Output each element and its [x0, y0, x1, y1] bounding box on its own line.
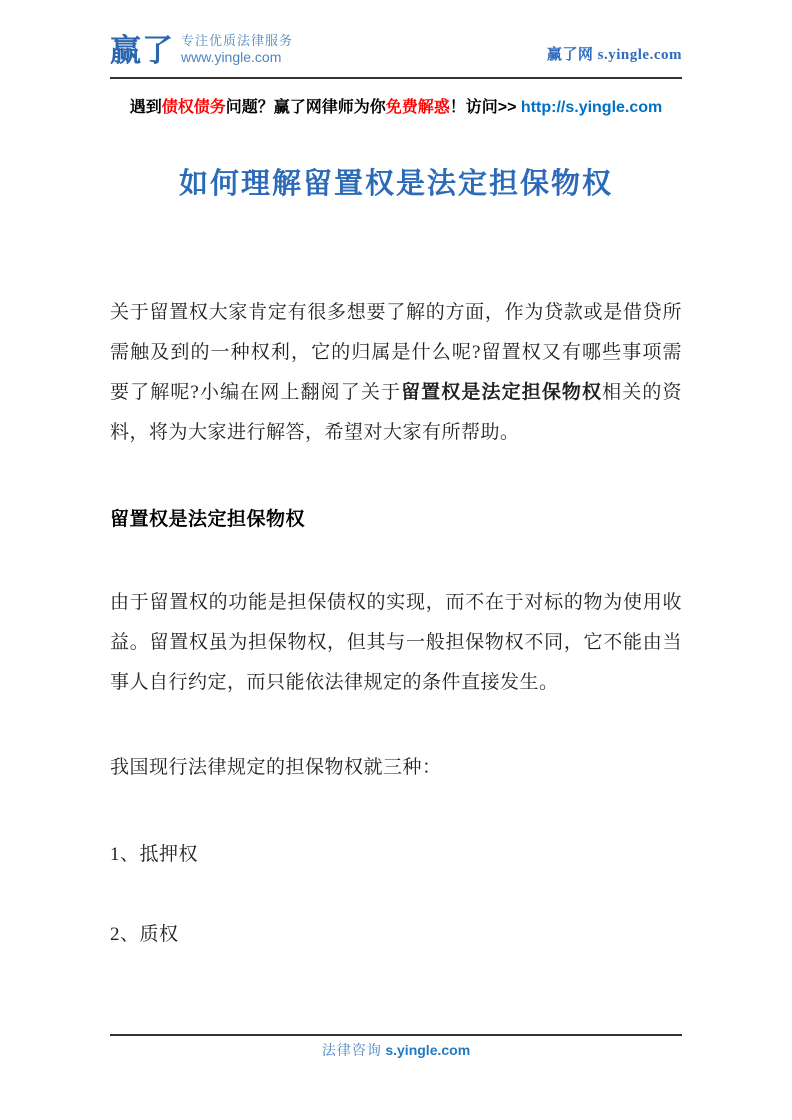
text-segment: 免费解惑 [385, 99, 450, 116]
brand-url-text: www.yingle.com [181, 49, 282, 65]
promo-banner[interactable] [110, 96, 682, 120]
intro-paragraph [110, 293, 682, 453]
page-title: 如何理解留置权是法定担保物权 [178, 168, 613, 200]
list-item: 1、抵押权 [110, 844, 199, 865]
text-segment: 相关的资料，将为大家进行解答，希望对大家有所帮助。 [110, 382, 682, 443]
footer-label: 法律咨询 [321, 1044, 382, 1059]
logo-text: 赢了 [110, 33, 174, 68]
brand-block [110, 33, 293, 66]
text-segment: ！访问>> [449, 99, 521, 116]
body-paragraph: 我国现行法律规定的担保物权就三种： [110, 757, 442, 778]
page-footer [110, 1040, 682, 1062]
list-item: 2、质权 [110, 924, 179, 945]
body-paragraph: 由于留置权的功能是担保债权的实现，而不在于对标的物为使用收益。留置权虽为担保物权，但其与一般担保物权不同，它不能由当事人自行约定，而只能依法律规定的条件直接发生。 [110, 592, 682, 693]
text-segment: 债权债务 [161, 99, 226, 116]
yingle-logo [110, 35, 174, 66]
text-segment: http://s.yingle.com [520, 99, 663, 116]
header-site-label: 赢了网 s.yingle.com [546, 47, 682, 63]
section-subheading: 留置权是法定担保物权 [110, 509, 306, 530]
page-header [110, 33, 682, 66]
brand-tagline-text: 专注优质法律服务 [181, 33, 294, 48]
footer-divider [110, 1034, 682, 1036]
footer-site-link[interactable]: s.yingle.com [385, 1042, 471, 1058]
brand-tagline [181, 33, 293, 66]
text-segment: 遇到 [129, 99, 162, 116]
text-segment: 关于留置权大家肯定有很多想要了解的方面，作为贷款或是借贷所需触及到的一种权利，它的归属是什么呢?留置权又有哪些事项需要了解呢?小编在网上翻阅了关于 [110, 302, 682, 403]
header-divider [110, 77, 682, 79]
text-segment: 问题？赢了网律师为你 [225, 99, 386, 116]
text-segment: 留置权是法定担保物权 [401, 382, 603, 403]
